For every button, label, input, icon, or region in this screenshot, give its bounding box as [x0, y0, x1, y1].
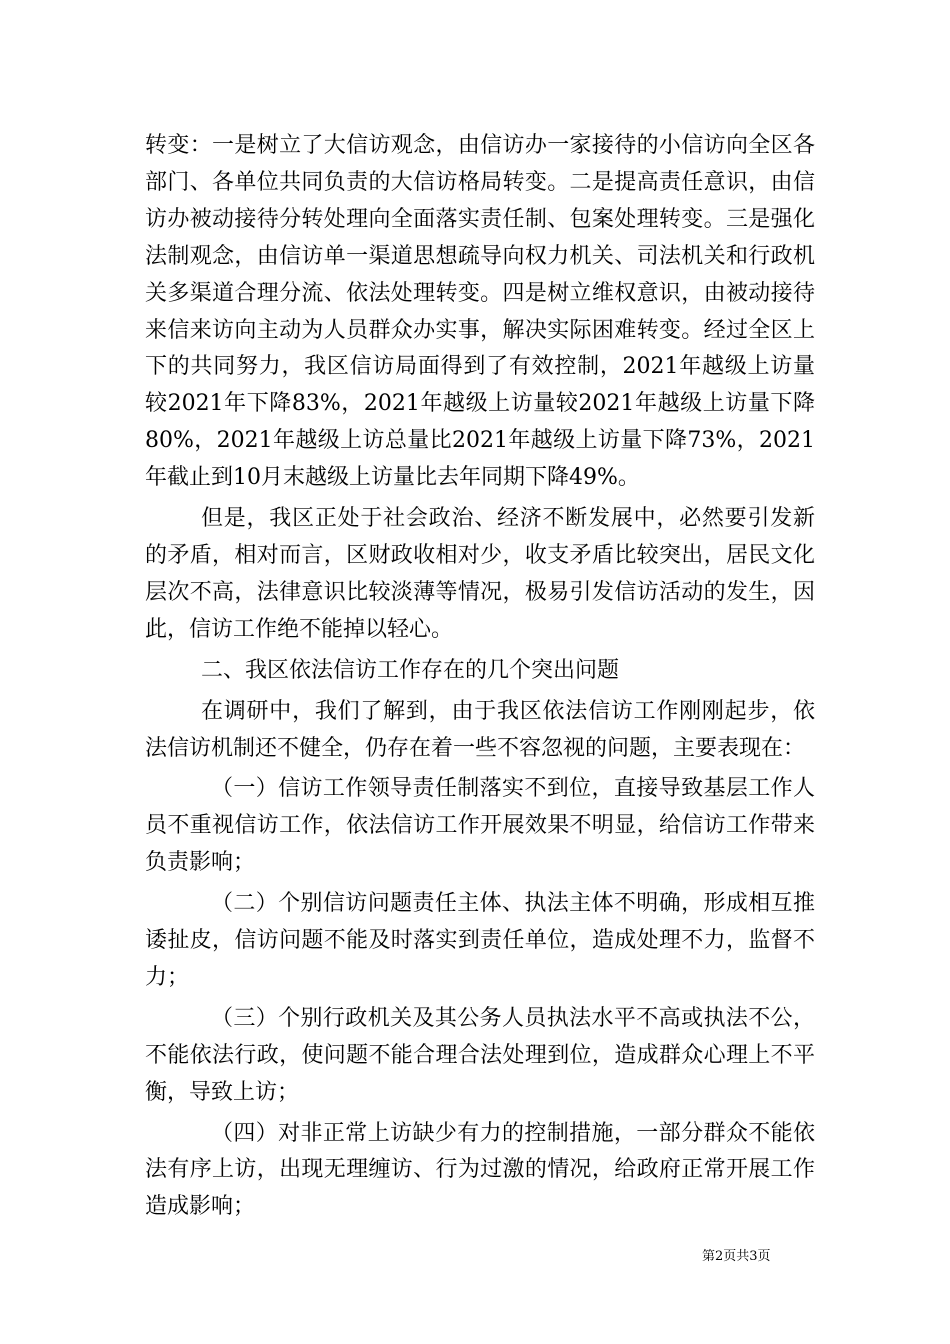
section-heading: 二、我区依法信访工作存在的几个突出问题: [201, 657, 620, 683]
page-number: 第2页共3页: [702, 1249, 771, 1264]
list-item-2: （二）个别信访问题责任主体、执法主体不明确，形成相互推诿扯皮，信访问题不能及时落实到责任单位，造成处理不力，监督不力；: [145, 891, 815, 990]
list-item-1: （一）信访工作领导责任制落实不到位，直接导致基层工作人员不重视信访工作，依法信访工作开展效果不明显，给信访工作带来负责影响；: [145, 776, 815, 876]
paragraph-1: 转变：一是树立了大信访观念，由信访办一家接待的小信访向全区各部门、各单位共同负责的大信访格局转变。二是提高责任意识，由信访办被动接待分转处理向全面落实责任制、包案处理转变。三是强化法制观念，由信访单一渠道思想疏导向权力机关、司法机关和行政机关多渠道合理分流、依法处理转变。四是树立维权意识，由被动接待来信来访向主动为人员群众办实事，解决实际困难转变。经过全区上下的共同努力，我区信访局面得到了有效控制，2021年越级上访量较2021年下降83%，2021年越级上访量较2021年越级上访量下降80%，2021年越级上访总量比2021年越级上访量下降73%，2021年截止到10月末越级上访量比去年同期下降49%。: [145, 133, 815, 491]
document-body: [145, 128, 815, 1226]
paragraph-2: 但是，我区正处于社会政治、经济不断发展中，必然要引发新的矛盾，相对而言，区财政收相对少，收支矛盾比较突出，居民文化层次不高，法律意识比较淡薄等情况，极易引发信访活动的发生，因此，信访工作绝不能掉以轻心。: [145, 506, 815, 642]
paragraph-3: 在调研中，我们了解到，由于我区依法信访工作刚刚起步，依法信访机制还不健全，仍存在着一些不容忽视的问题，主要表现在：: [145, 698, 815, 761]
list-item-4: （四）对非正常上访缺少有力的控制措施，一部分群众不能依法有序上访，出现无理缠访、行为过激的情况，给政府正常开展工作造成影响；: [145, 1120, 815, 1220]
list-item-3: （三）个别行政机关及其公务人员执法水平不高或执法不公，不能依法行政，使问题不能合理合法处理到位，造成群众心理上不平衡，导致上访；: [145, 1005, 815, 1105]
